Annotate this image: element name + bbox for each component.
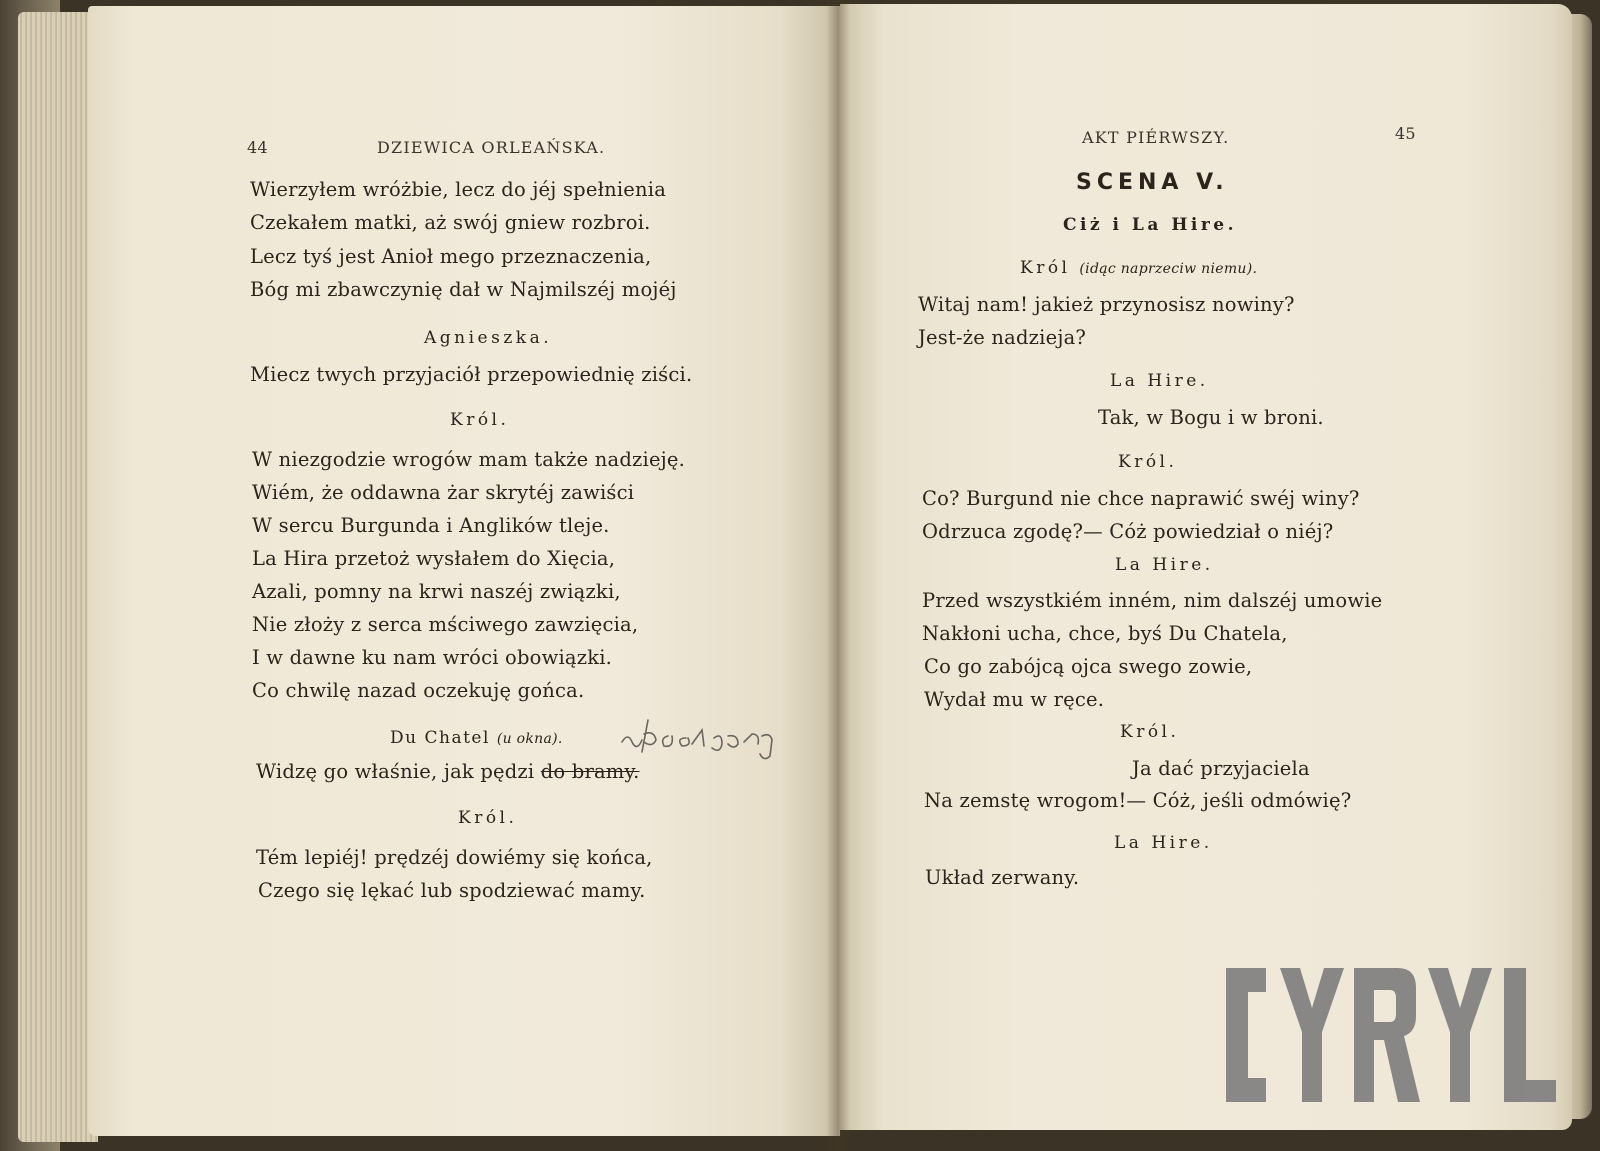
speaker-line — [1020, 258, 1257, 278]
text-line: Bóg mi zbawczynię dał w Najmilszéj mojéj — [250, 278, 677, 301]
speaker-name: Król. — [458, 808, 518, 828]
left-page-number: 44 — [247, 138, 268, 157]
text-line: Wydał mu w ręce. — [924, 688, 1105, 711]
scene-cast: Ciż i La Hire. — [1063, 215, 1238, 235]
speaker-name: Agnieszka. — [424, 328, 553, 348]
speaker-name: Król. — [450, 410, 510, 430]
text-line: Układ zerwany. — [925, 866, 1080, 889]
stage-direction: (u okna). — [496, 731, 563, 747]
stage-direction: (idąc naprzeciw niemu). — [1079, 261, 1258, 277]
text-line: I w dawne ku nam wróci obowiązki. — [252, 646, 613, 669]
speaker-name: Król — [1020, 258, 1071, 278]
text-line: Na zemstę wrogom!— Cóż, jeśli odmówię? — [924, 789, 1352, 812]
right-page-number: 45 — [1395, 124, 1416, 143]
text-line: Czekałem matki, aż swój gniew rozbroi. — [250, 211, 651, 234]
text-line: Wiém, że oddawna żar skrytéj zawiści — [252, 481, 635, 504]
text-line: Przed wszystkiém inném, nim dalszéj umowie — [922, 589, 1383, 612]
text-line: W sercu Burgunda i Anglików tleje. — [252, 514, 610, 537]
book-gutter — [826, 0, 850, 1151]
text-line: Tak, w Bogu i w broni. — [1098, 406, 1324, 429]
text-line — [256, 760, 640, 783]
text-line: Miecz twych przyjaciół przepowiednię ziści. — [250, 363, 693, 386]
text-line: Azali, pomny na krwi naszéj związki, — [252, 580, 621, 603]
handwritten-annotation — [618, 712, 808, 762]
text-line: Czego się lękać lub spodziewać mamy. — [258, 879, 646, 902]
text-line: Jest-że nadzieja? — [918, 326, 1087, 349]
text-line: Tém lepiéj! prędzéj dowiémy się końca, — [256, 846, 653, 869]
scene-title: SCENA V. — [1076, 170, 1229, 195]
text-line: W niezgodzie wrogów mam także nadzieję. — [252, 448, 686, 471]
struck-text: do bramy. — [540, 760, 640, 783]
text-line: Odrzuca zgodę?— Cóż powiedział o niéj? — [922, 520, 1334, 543]
left-page — [88, 6, 840, 1136]
text-line: Co go zabójcą ojca swego zowie, — [924, 655, 1253, 678]
page-edges-left — [18, 12, 98, 1142]
speaker-name: La Hire. — [1115, 555, 1214, 575]
left-running-head: DZIEWICA ORLEAŃSKA. — [377, 138, 606, 157]
text-line: Co chwilę nazad oczekuję gońca. — [252, 679, 585, 702]
text-line: Witaj nam! jakież przynosisz nowiny? — [918, 293, 1295, 316]
speaker-name: Król. — [1120, 722, 1180, 742]
text-line: La Hira przetoż wysłałem do Xięcia, — [252, 547, 616, 570]
text-line: Wierzyłem wróżbie, lecz do jéj spełnienia — [250, 178, 667, 201]
speaker-name: Król. — [1118, 452, 1178, 472]
speaker-name: La Hire. — [1114, 833, 1213, 853]
text-line: Nie złoży z serca mściwego zawzięcia, — [252, 613, 639, 636]
speaker-name: La Hire. — [1110, 371, 1209, 391]
text-line: Lecz tyś jest Anioł mego przeznaczenia, — [250, 245, 652, 268]
cyryl-watermark-logo — [1222, 960, 1562, 1110]
speaker-line — [390, 728, 563, 748]
right-running-head: AKT PIÉRWSZY. — [1082, 128, 1230, 147]
text-line: Ja dać przyjaciela — [1132, 757, 1310, 780]
speaker-name: Du Chatel — [390, 728, 490, 748]
text-fragment: Widzę go właśnie, jak pędzi — [256, 760, 541, 783]
text-line: Nakłoni ucha, chce, byś Du Chatela, — [922, 622, 1288, 645]
text-line: Co? Burgund nie chce naprawić swéj winy? — [922, 487, 1360, 510]
